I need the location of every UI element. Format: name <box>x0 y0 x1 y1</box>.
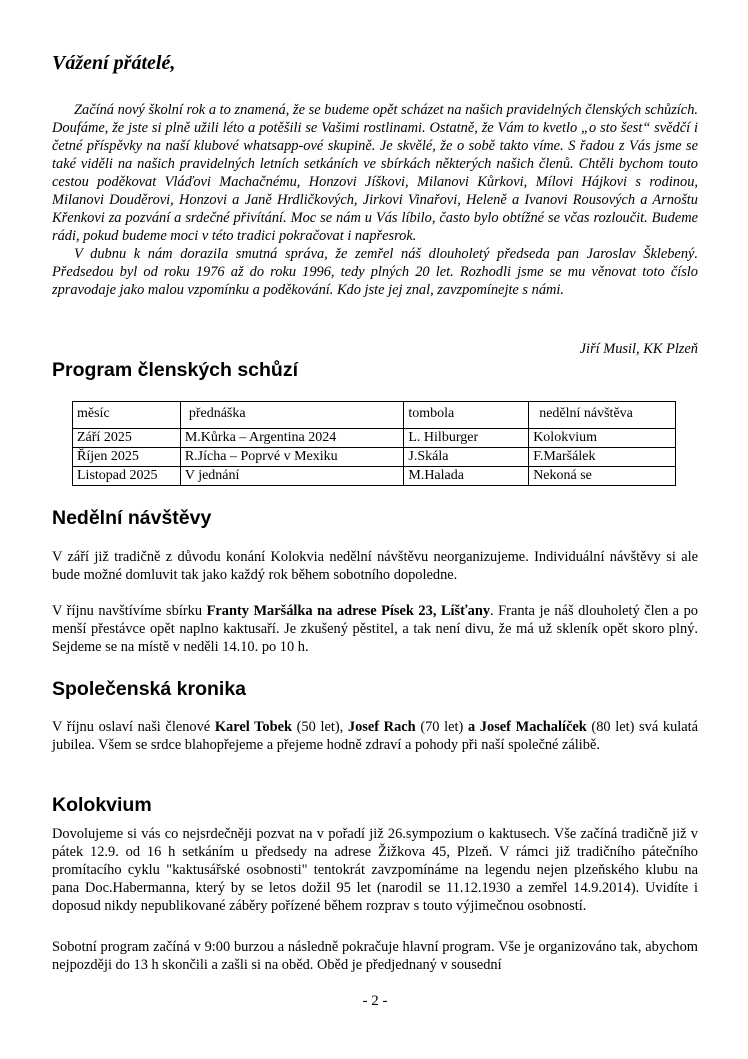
nedelni-paragraph-2 <box>52 602 698 656</box>
intro-paragraph-1: Začíná nový školní rok a to znamená, že se budeme opět scházet na našich pravidelných členských schůzích. Doufáme, že jste si plně užili léto a potěšili se Vašimi rostlinami. Ostatně, že Vám to kvetlo „o sto šest“ svědčí i četné příspěvky na naší klubové whatsapp-ové skupině. Je skvělé, že o sobě takto víme. S řadou z Vás jsme se také viděli na našich pravidelných letních setkáních ve sbírkách některých našich členů. Chtěli bychom touto cestou poděkovat Vláďovi Machačnému, Honzovi Jíškovi, Milanovi Kůrkovi, Mílovi Hájkovi s rodinou, Milanovi Douděrovi, Honzovi a Janě Hrdličkových, Jirkovi Vinařovi, Heleně a Ivanovi Rousových a Arnoštu Křenkovi za pozvání a srdečné přivítání. Moc se nám u Vás líbilo, často bylo obtížné se včas rozloučit. Budeme rádi, pokud budeme moci v této tradici pokračovat i napřesrok. <box>52 102 698 244</box>
address-text: Franty Maršálka na adrese Písek 23, Líšťany <box>206 603 491 619</box>
column-header: tombola <box>404 402 529 429</box>
nedelni-heading: Nedělní návštěvy <box>52 507 212 529</box>
table-row <box>73 467 676 486</box>
kolokvium-paragraph-2: Sobotní program začíná v 9:00 burzou a následně pokračuje hlavní program. Vše je organizováno tak, abychom nejpozději do 13 h skončili a zašli si na oběd. Oběd je předjednaný v sousední <box>52 939 698 973</box>
text-run: . Franta je náš dlouholetý člen a po menší přestávce opět naplno kaktusaří. Je zkušený pěstitel, a tak není divu, že má už skleník opět skoro plný. Sejdeme se na místě v neděli 14.10. po 10 h. <box>52 603 698 655</box>
table-cell: R.Jícha – Poprvé v Mexiku <box>180 448 404 467</box>
table-cell: M.Halada <box>404 467 529 486</box>
page-number: - 2 - <box>362 993 388 1009</box>
greeting-heading: Vážení přátelé, <box>52 52 176 74</box>
table-cell: M.Kůrka – Argentina 2024 <box>180 429 404 448</box>
table-cell: L. Hilburger <box>404 429 529 448</box>
text-run: (80 let) svá kulatá jubilea. Všem se srdce blahopřejeme a přejeme hodně zdraví a pohody při naší společné zálibě. <box>52 719 699 753</box>
nedelni-paragraph-1: V září již tradičně z důvodu konání Kolokvia nedělní návštěvu neorganizujeme. Individuální návštěvy si ale bude možné domluvit tak jako každý rok během sobotního dopoledne. <box>52 549 698 583</box>
member-name: a Josef Machalíček <box>467 719 587 735</box>
text-run: (70 let) <box>415 719 468 735</box>
signature: Jiří Musil, KK Plzeň <box>579 341 698 357</box>
kolokvium-heading: Kolokvium <box>52 794 152 816</box>
program-table <box>72 401 676 486</box>
kolokvium-paragraph-1: Dovolujeme si vás co nejsrdečněji pozvat na v pořadí již 26.sympozium o kaktusech. Vše začíná tradičně již v pátek 12.9. od 16 h setkáním u předsedy na adrese Žižkova 45, Plzeň. V rámci již tradičního pátečního promítacího cyklu "kaktusářské osobnosti" tentokrát zavzpomínáme na legendu nejen plzeňského klubu na pana Doc.Habermanna, který by se letos dožil 95 let (narodil se 11.12.1930 a zemřel 14.9.2014). Uvidíte i doposud nikdy nepublikované záběry pořízené během rozprav s touto výjimečnou osobností. <box>52 826 698 914</box>
member-name: Karel Tobek <box>214 719 292 735</box>
table-cell: F.Maršálek <box>529 448 676 467</box>
table-cell: V jednání <box>180 467 404 486</box>
text-run: V říjnu navštívíme sbírku <box>52 603 207 619</box>
program-heading: Program členských schůzí <box>52 359 299 381</box>
intro-text <box>52 101 698 299</box>
table-row <box>73 429 676 448</box>
text-run: V říjnu oslaví naši členové <box>52 719 215 735</box>
intro-paragraph-2: V dubnu k nám dorazila smutná správa, že zemřel náš dlouholetý předseda pan Jaroslav Šklebený. Předsedou byl od roku 1976 až do roku 1996, tedy plných 20 let. Rozhodli jsme se mu věnovat toto číslo zpravodaje jako malou vzpomínku a poděkování. Kdo jste jej znal, zavzpomínejte s námi. <box>52 246 698 298</box>
table-cell: Říjen 2025 <box>73 448 181 467</box>
column-header: přednáška <box>180 402 404 429</box>
member-name: Josef Rach <box>347 719 416 735</box>
table-cell: Nekoná se <box>529 467 676 486</box>
table-cell: Listopad 2025 <box>73 467 181 486</box>
column-header: měsíc <box>73 402 181 429</box>
table-cell: Září 2025 <box>73 429 181 448</box>
table-cell: Kolokvium <box>529 429 676 448</box>
table-cell: J.Skála <box>404 448 529 467</box>
kronika-paragraph <box>52 718 698 754</box>
table-header-row <box>73 402 676 429</box>
text-run: (50 let), <box>291 719 348 735</box>
kronika-heading: Společenská kronika <box>52 678 247 700</box>
table-row <box>73 448 676 467</box>
column-header: nedělní návštěva <box>529 402 676 429</box>
